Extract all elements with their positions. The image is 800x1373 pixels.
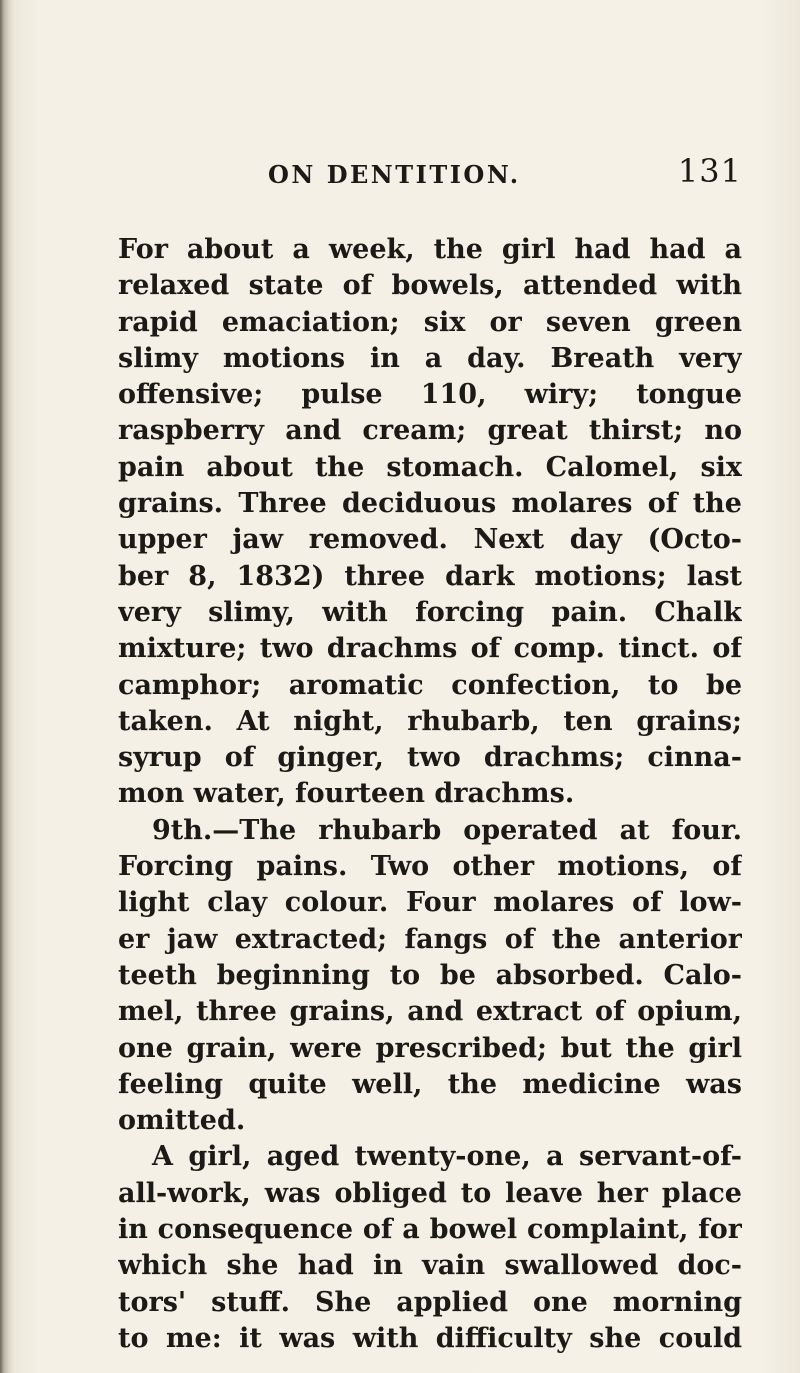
body-text xyxy=(118,232,742,1357)
text-line: all-work, was obliged to leave her place xyxy=(118,1177,742,1209)
running-title: ON DENTITION. xyxy=(268,160,521,189)
text-line: mixture; two drachms of comp. tinct. of xyxy=(118,633,742,665)
text-line: to me: it was with difficulty she could xyxy=(118,1322,742,1354)
text-line: in consequence of a bowel complaint, for xyxy=(118,1214,742,1246)
text-line: camphor; aromatic confection, to be xyxy=(118,669,742,701)
text-line: rapid emaciation; six or seven green xyxy=(118,306,742,338)
binding-edge xyxy=(0,0,14,1373)
text-line: relaxed state of bowels, attended with xyxy=(118,270,742,302)
page-number: 131 xyxy=(677,152,742,190)
text-line: slimy motions in a day. Breath very xyxy=(118,342,742,374)
text-line: A girl, aged twenty-one, a servant-of- xyxy=(152,1141,742,1173)
text-line: which she had in vain swallowed doc- xyxy=(118,1250,742,1282)
text-line: For about a week, the girl had had a xyxy=(118,234,742,265)
text-line: ber 8, 1832) three dark motions; last xyxy=(118,560,742,592)
text-line: one grain, were prescribed; but the girl xyxy=(118,1032,742,1064)
text-line: tors' stuff. She applied one morning xyxy=(118,1286,742,1318)
text-line: offensive; pulse 110, wiry; tongue xyxy=(118,379,742,411)
text-line: teeth beginning to be absorbed. Calo- xyxy=(118,959,742,991)
text-line: Forcing pains. Two other motions, of xyxy=(118,851,742,883)
text-line: syrup of ginger, two drachms; cinna- xyxy=(118,742,742,774)
text-line: light clay colour. Four molares of low- xyxy=(118,887,742,919)
running-head xyxy=(120,150,742,192)
text-line: taken. At night, rhubarb, ten grains; xyxy=(118,705,742,737)
text-line: very slimy, with forcing pain. Chalk xyxy=(118,596,742,628)
text-line: mon water, fourteen drachms. xyxy=(118,778,575,810)
text-line: grains. Three deciduous molares of the xyxy=(118,488,742,520)
text-line: 9th.—The rhubarb operated at four. xyxy=(152,814,742,846)
text-line: feeling quite well, the medicine was xyxy=(118,1068,742,1100)
text-line: mel, three grains, and extract of opium, xyxy=(118,996,742,1028)
text-line: upper jaw removed. Next day (Octo- xyxy=(118,524,742,556)
text-line: raspberry and cream; great thirst; no xyxy=(118,415,742,447)
text-line: pain about the stomach. Calomel, six xyxy=(118,451,742,483)
text-line: omitted. xyxy=(118,1105,246,1137)
text-line: er jaw extracted; fangs of the anterior xyxy=(118,923,742,955)
